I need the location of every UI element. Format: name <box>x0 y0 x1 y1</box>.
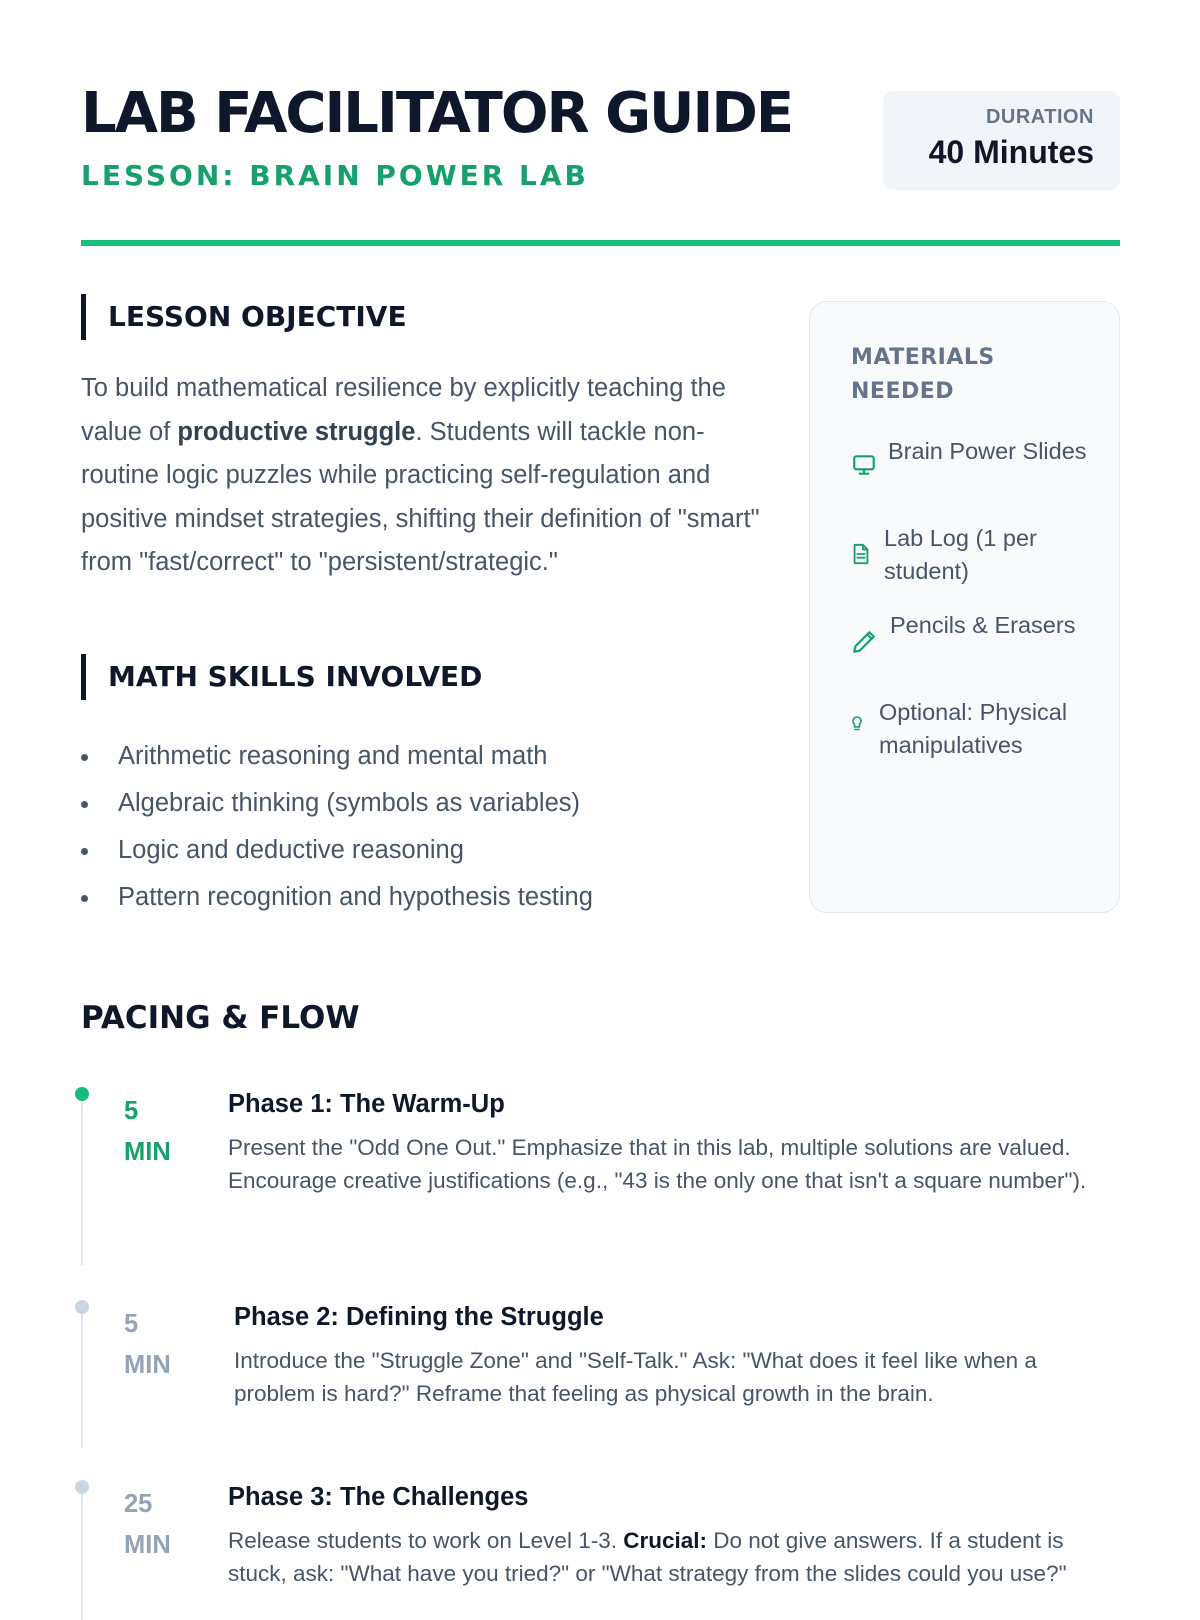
phase-title: Phase 1: The Warm-Up <box>228 1090 505 1118</box>
duration-value: 40 Minutes <box>928 134 1094 170</box>
materials-list <box>851 435 1091 783</box>
phase-item <box>81 1480 1120 1610</box>
document-icon <box>851 543 871 565</box>
lightbulb-icon <box>851 716 863 732</box>
phase-time-value: 5 <box>124 1310 139 1338</box>
phase-item <box>81 1087 1120 1267</box>
pacing-heading: PACING & FLOW <box>81 1000 360 1036</box>
materials-heading: MATERIALS NEEDED <box>851 345 995 404</box>
skill-item: Logic and deductive reasoning <box>81 827 761 874</box>
phase-time-unit: MIN <box>124 1351 171 1379</box>
timeline-dot <box>75 1087 89 1101</box>
skills-list <box>81 733 761 921</box>
phase-title: Phase 2: Defining the Struggle <box>234 1303 604 1331</box>
timeline-track <box>81 1490 83 1620</box>
objective-text-end: . Students will tackle non-routine logic puzzles while practicing self-regulation and positive mindset strategies, shifting their definition of "smart" from "fast/correct" to "persistent/strategic." <box>81 417 760 576</box>
phase-description <box>228 1131 1108 1197</box>
monitor-icon <box>851 452 877 478</box>
skill-item: Pattern recognition and hypothesis testing <box>81 874 761 921</box>
material-item <box>851 435 1091 522</box>
material-label: Pencils & Erasers <box>890 612 1076 638</box>
phase-description <box>228 1524 1118 1590</box>
materials-card <box>809 301 1120 913</box>
phase-description-bold: Crucial: <box>623 1528 708 1553</box>
phase-time-unit: MIN <box>124 1531 171 1559</box>
skill-item: Arithmetic reasoning and mental math <box>81 733 761 780</box>
material-item <box>851 696 1091 783</box>
facilitator-guide-page <box>81 0 1120 1600</box>
phase-time-value: 25 <box>124 1490 153 1518</box>
skills-heading: MATH SKILLS INVOLVED <box>81 654 482 700</box>
lesson-subtitle: LESSON: BRAIN POWER LAB <box>81 159 589 192</box>
timeline-track <box>81 1310 83 1448</box>
phase-description-text: Present the "Odd One Out." Emphasize that in this lab, multiple solutions are valued. Encourage creative justifications (e.g., "43 is the only one that isn't a square number"). <box>228 1135 1087 1193</box>
skill-item: Algebraic thinking (symbols as variables) <box>81 780 761 827</box>
phase-time <box>124 1304 194 1386</box>
page-title: LAB FACILITATOR GUIDE <box>81 81 793 146</box>
material-item <box>851 522 1091 609</box>
phase-description-text: Release students to work on Level 1-3. <box>228 1528 624 1553</box>
phase-time <box>124 1484 194 1566</box>
phase-description-text: Introduce the "Struggle Zone" and "Self-Talk." Ask: "What does it feel like when a problem is hard?" Reframe that feeling as physical growth in the brain. <box>234 1348 1037 1406</box>
phase-description <box>234 1344 1114 1410</box>
timeline-dot <box>75 1480 89 1494</box>
phase-time-value: 5 <box>124 1097 139 1125</box>
phase-title: Phase 3: The Challenges <box>228 1483 529 1511</box>
timeline-track <box>81 1097 83 1265</box>
objective-emphasis: productive struggle <box>177 417 416 446</box>
material-label: Optional: Physical manipulatives <box>879 699 1068 758</box>
duration-label: DURATION <box>985 106 1094 128</box>
material-item <box>851 609 1091 696</box>
timeline-dot <box>75 1300 89 1314</box>
objective-text-start: To build mathematical resilience by explicitly teaching the value of <box>81 374 726 446</box>
duration-badge <box>883 91 1120 190</box>
header-divider <box>81 240 1120 246</box>
phase-time <box>124 1091 194 1173</box>
objective-heading: LESSON OBJECTIVE <box>81 294 407 340</box>
phase-description-text-end: Do not give answers. If a student is stuck, ask: "What have you tried?" or "What strategy from the slides could you use?" <box>228 1528 1067 1586</box>
material-label: Brain Power Slides <box>888 438 1087 464</box>
phase-time-unit: MIN <box>124 1138 171 1166</box>
material-label: Lab Log (1 per student) <box>884 525 1037 584</box>
pencil-icon <box>851 629 877 655</box>
phase-item <box>81 1300 1120 1450</box>
objective-text <box>81 367 761 585</box>
